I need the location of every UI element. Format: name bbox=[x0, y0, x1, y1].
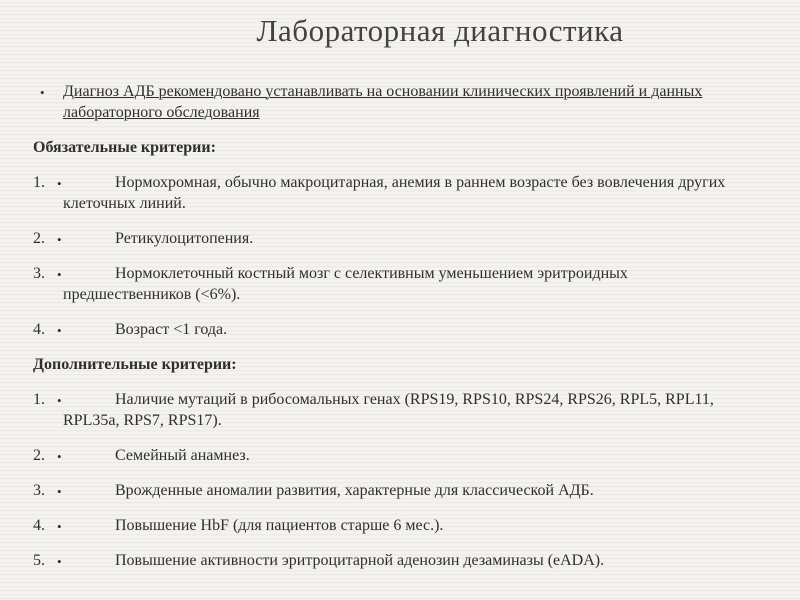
item-text-line: предшественников (<6%). bbox=[63, 286, 241, 303]
bullet-icon: • bbox=[57, 519, 62, 534]
bullet-icon: • bbox=[40, 85, 45, 100]
bullet-icon: • bbox=[57, 267, 62, 282]
intro-text-line: лабораторного обследования bbox=[63, 104, 260, 121]
bullet-icon: • bbox=[57, 449, 62, 464]
item-number: 5. bbox=[33, 552, 45, 569]
item-number: 3. bbox=[33, 265, 45, 282]
item-number: 2. bbox=[33, 447, 45, 464]
item-text-line: Наличие мутаций в рибосомальных генах (RPS19, RPS10, RPS24, RPS26, RPL5, RPL11, bbox=[115, 391, 714, 408]
item-number: 4. bbox=[33, 321, 45, 338]
list-item bbox=[33, 550, 783, 571]
item-number: 2. bbox=[33, 230, 45, 247]
list-item bbox=[33, 389, 783, 431]
section-heading-mandatory: Обязательные критерии: bbox=[33, 139, 216, 156]
section-heading-additional: Дополнительные критерии: bbox=[33, 356, 237, 373]
item-text-line: клеточных линий. bbox=[63, 195, 186, 212]
intro-text-line: Диагноз АДБ рекомендовано устанавливать на основании клинических проявлений и данных bbox=[63, 83, 703, 100]
item-text-line: Нормохромная, обычно макроцитарная, анемия в раннем возрасте без вовлечения других bbox=[115, 174, 726, 191]
intro-bullet-item bbox=[40, 81, 783, 123]
list-item bbox=[33, 228, 783, 249]
list-item bbox=[33, 319, 783, 340]
item-number: 3. bbox=[33, 482, 45, 499]
list-item bbox=[33, 480, 783, 501]
list-item bbox=[33, 263, 783, 305]
slide-title: Лабораторная диагностика bbox=[256, 13, 624, 48]
list-item bbox=[33, 445, 783, 466]
item-number: 1. bbox=[33, 391, 45, 408]
item-text-line: RPL35a, RPS7, RPS17). bbox=[63, 412, 222, 429]
bullet-icon: • bbox=[57, 323, 62, 338]
item-number: 1. bbox=[33, 174, 45, 191]
item-text-line: Повышение активности эритроцитарной аденозин дезаминазы (eADA). bbox=[115, 552, 605, 569]
slide-body bbox=[33, 81, 783, 571]
item-text-line: Возраст <1 года. bbox=[115, 321, 228, 338]
item-text-line: Врожденные аномалии развития, характерные для классической АДБ. bbox=[115, 482, 594, 499]
bullet-icon: • bbox=[57, 554, 62, 569]
bullet-icon: • bbox=[57, 176, 62, 191]
list-item bbox=[33, 515, 783, 536]
bullet-icon: • bbox=[57, 393, 62, 408]
item-text-line: Семейный анамнез. bbox=[115, 447, 250, 464]
list-item bbox=[33, 172, 783, 214]
item-number: 4. bbox=[33, 517, 45, 534]
bullet-icon: • bbox=[57, 232, 62, 247]
bullet-icon: • bbox=[57, 484, 62, 499]
item-text-line: Нормоклеточный костный мозг с селективным уменьшением эритроидных bbox=[115, 265, 628, 282]
item-text-line: Ретикулоцитопения. bbox=[115, 230, 254, 247]
item-text-line: Повышение HbF (для пациентов старше 6 мес.). bbox=[115, 517, 444, 534]
